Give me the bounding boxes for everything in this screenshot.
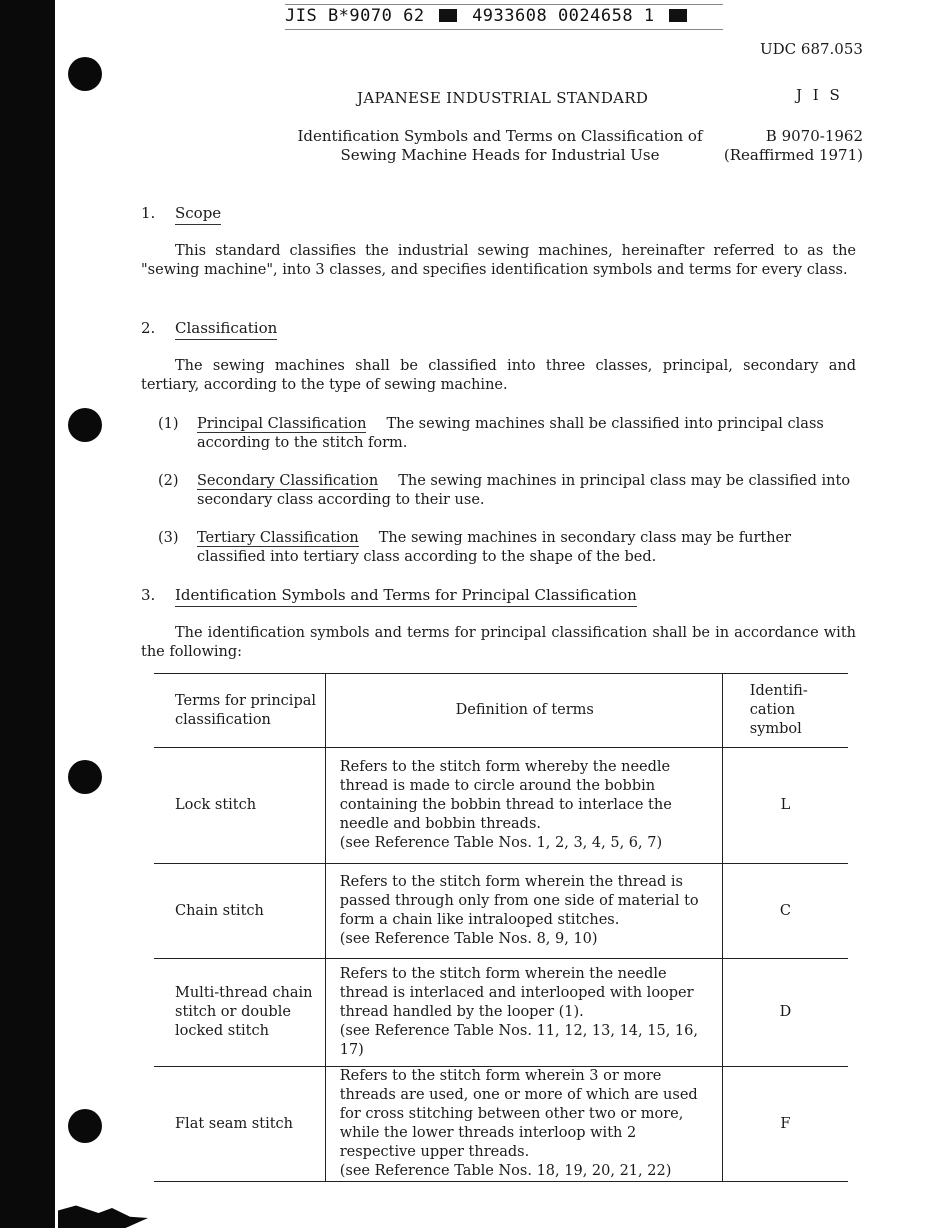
- udc-number: UDC 687.053: [760, 40, 863, 58]
- classification-item: (3) Tertiary Classification The sewing machines in secondary class may be further classified into tertiary class according to the shape of the bed.: [158, 530, 792, 565]
- jis-mark: J I S: [796, 86, 843, 104]
- title-line: Sewing Machine Heads for Industrial Use: [340, 146, 660, 164]
- item-title: Tertiary Classification: [197, 530, 359, 546]
- reference-note: (see Reference Table Nos. 11, 12, 13, 14, 15, 16, 17): [339, 1023, 698, 1058]
- standard-number-block: [722, 127, 863, 165]
- column-header: Terms for principal classification: [154, 674, 325, 748]
- item-title: Secondary Classification: [197, 473, 379, 489]
- document-code: JIS B*9070 62: [285, 6, 425, 26]
- reference-note: (see Reference Table Nos. 18, 19, 20, 21, 22): [339, 1163, 672, 1179]
- reaffirmed-note: (Reaffirmed 1971): [723, 146, 863, 164]
- definition-cell: Refers to the stitch form whereby the needle thread is made to circle around the bobbin containing the bobbin thread to interlace the needle and bobbin threads. (see Reference Table Nos. 1, 2, 3, 4, 5, 6, 7): [325, 748, 722, 864]
- classification-item: (1) Principal Classification The sewing machines shall be classified into principal class according to the stitch form.: [158, 416, 824, 451]
- document-code-strip: [285, 4, 723, 30]
- section-paragraph: This standard classifies the industrial sewing machines, hereinafter referred to as the "sewing machine", into 3 classes, and specifies identification symbols and terms for every class.: [141, 243, 856, 278]
- document-title: [250, 127, 750, 165]
- section-heading: 3. Identification Symbols and Terms for Principal Classification: [141, 586, 637, 604]
- column-header: Identifi-cation symbol: [722, 674, 848, 748]
- section-paragraph: The sewing machines shall be classified into three classes, principal, secondary and tertiary, according to the type of sewing machine.: [141, 358, 856, 393]
- principal-classification-table: [154, 673, 848, 1182]
- punch-hole: [68, 408, 102, 442]
- redaction-block: [439, 9, 457, 22]
- reference-note: (see Reference Table Nos. 8, 9, 10): [339, 931, 598, 947]
- punch-hole: [68, 760, 102, 794]
- symbol-cell: L: [722, 748, 848, 864]
- table-row: [154, 1067, 848, 1182]
- scan-binding-edge: [0, 0, 55, 1228]
- term-cell: Flat seam stitch: [154, 1067, 325, 1182]
- symbol-cell: F: [722, 1067, 848, 1182]
- definition-cell: Refers to the stitch form wherein the needle thread is interlaced and interlooped with looper thread handled by the looper (1). (see Reference Table Nos. 11, 12, 13, 14, 15, 16, 17): [325, 959, 722, 1067]
- section-paragraph: The identification symbols and terms for principal classification shall be in accordance with the following:: [141, 625, 856, 660]
- title-line: Identification Symbols and Terms on Classification of: [297, 127, 703, 145]
- section-heading: 1. Scope: [141, 204, 221, 222]
- table-row: [154, 959, 848, 1067]
- table-row: [154, 748, 848, 864]
- definition-cell: Refers to the stitch form wherein the thread is passed through only from one side of material to form a chain like intralooped stitches. (see Reference Table Nos. 8, 9, 10): [325, 864, 722, 959]
- classification-item: (2) Secondary Classification The sewing machines in principal class may be classified into secondary class according to their use.: [158, 473, 851, 508]
- punch-hole: [68, 1109, 102, 1143]
- scan-smudge: [58, 1203, 148, 1228]
- term-cell: Multi-thread chain stitch or double locked stitch: [154, 959, 325, 1067]
- term-cell: Lock stitch: [154, 748, 325, 864]
- symbol-cell: D: [722, 959, 848, 1067]
- standard-label: JAPANESE INDUSTRIAL STANDARD: [357, 89, 649, 107]
- term-cell: Chain stitch: [154, 864, 325, 959]
- reference-note: (see Reference Table Nos. 1, 2, 3, 4, 5, 6, 7): [339, 835, 663, 851]
- symbol-cell: C: [722, 864, 848, 959]
- standard-number: B 9070-1962: [765, 127, 863, 145]
- column-header: Definition of terms: [325, 674, 722, 748]
- document-code-tail: 4933608 0024658 1: [472, 6, 655, 26]
- redaction-block: [669, 9, 687, 22]
- definition-cell: Refers to the stitch form wherein 3 or more threads are used, one or more of which are used for cross stitching between other two or more, while the lower threads interloop with 2 respective upper threads. (see Reference Table Nos. 18, 19, 20, 21, 22): [325, 1067, 722, 1182]
- item-title: Principal Classification: [197, 416, 367, 432]
- table-header-row: [154, 674, 848, 748]
- punch-hole: [68, 57, 102, 91]
- table-row: [154, 864, 848, 959]
- section-heading: 2. Classification: [141, 319, 277, 337]
